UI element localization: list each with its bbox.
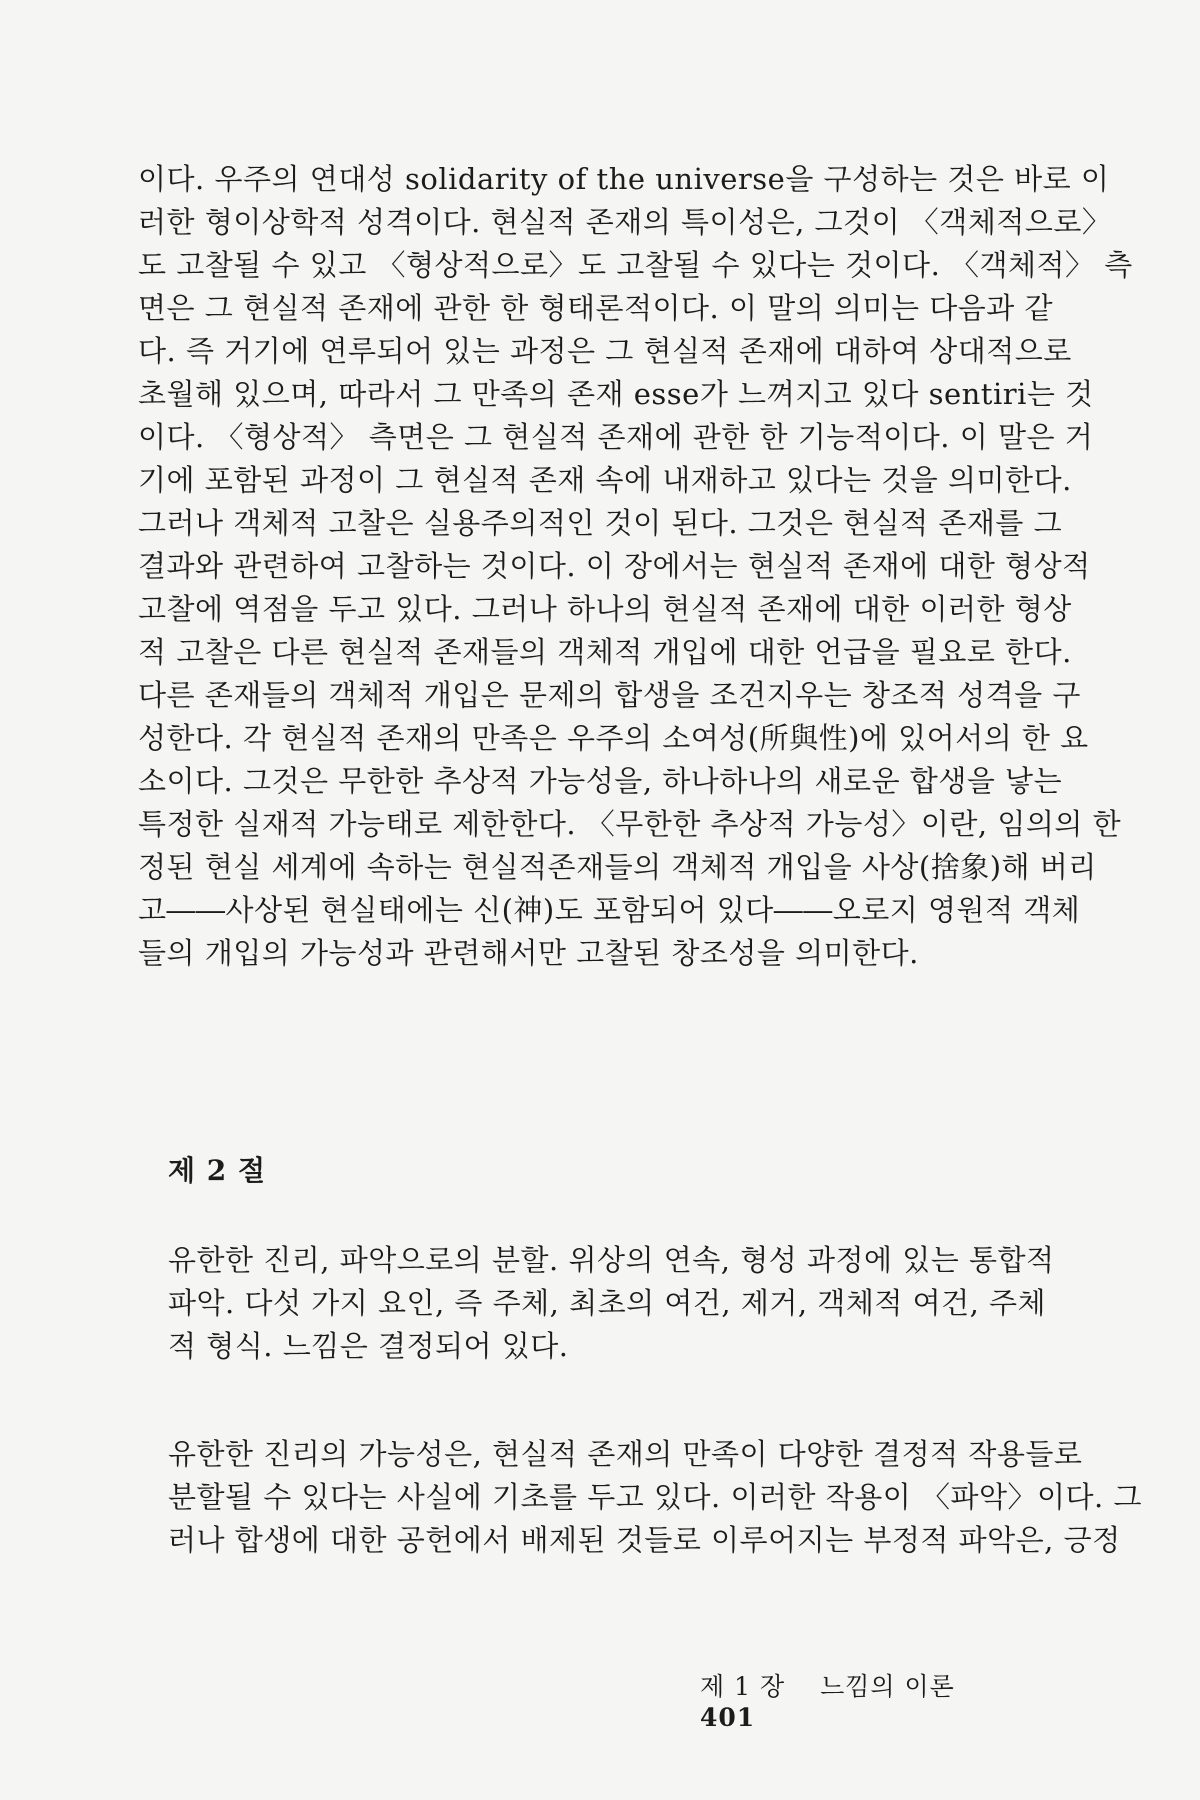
text-line: 적 고찰은 다른 현실적 존재들의 객체적 개입에 대한 언급을 필요로 한다. xyxy=(138,635,1072,669)
text-line: 기에 포함된 과정이 그 현실적 존재 속에 내재하고 있다는 것을 의미한다. xyxy=(138,463,1072,497)
footer-title: 느낌의 이론 xyxy=(820,1672,955,1701)
text-line: 면은 그 현실적 존재에 관한 한 형태론적이다. 이 말의 의미는 다음과 같 xyxy=(138,291,1054,325)
text-line: 러나 합생에 대한 공헌에서 배제된 것들로 이루어지는 부정적 파악은, 긍정 xyxy=(168,1523,1121,1557)
text-line: 그러나 객체적 고찰은 실용주의적인 것이 된다. 그것은 현실적 존재를 그 xyxy=(138,506,1063,540)
text-line: 고――사상된 현실태에는 신(神)도 포함되어 있다――오로지 영원적 객체 xyxy=(138,893,1081,927)
text-line: 고찰에 역점을 두고 있다. 그러나 하나의 현실적 존재에 대한 이러한 형상 xyxy=(138,592,1072,626)
footer-chapter: 제 1 장 xyxy=(700,1672,786,1701)
text-line: 정된 현실 세계에 속하는 현실적존재들의 객체적 개입을 사상(捨象)해 버리 xyxy=(138,850,1097,884)
section-summary xyxy=(168,1239,1055,1368)
text-line: 도 고찰될 수 있고 〈형상적으로〉도 고찰될 수 있다는 것이다. 〈객체적〉 측 xyxy=(138,248,1133,282)
text-line: 이다. 우주의 연대성 solidarity of the universe을 구성하는 것은 바로 이 xyxy=(138,162,1110,196)
text-line: 성한다. 각 현실적 존재의 만족은 우주의 소여성(所與性)에 있어서의 한 요 xyxy=(138,721,1089,755)
text-line: 이다. 〈형상적〉 측면은 그 현실적 존재에 관한 한 기능적이다. 이 말은 거 xyxy=(138,420,1094,454)
running-footer xyxy=(700,1667,1020,1732)
text-line: 소이다. 그것은 무한한 추상적 가능성을, 하나하나의 새로운 합생을 낳는 xyxy=(138,764,1063,798)
text-line: 결과와 관련하여 고찰하는 것이다. 이 장에서는 현실적 존재에 대한 형상적 xyxy=(138,549,1091,583)
text-line: 파악. 다섯 가지 요인, 즉 주체, 최초의 여건, 제거, 객체적 여건, 주체 xyxy=(168,1286,1047,1320)
text-line: 러한 형이상학적 성격이다. 현실적 존재의 특이성은, 그것이 〈객체적으로〉 xyxy=(138,205,1112,239)
body-paragraph xyxy=(168,1433,1143,1562)
text-line: 유한한 진리의 가능성은, 현실적 존재의 만족이 다양한 결정적 작용들로 xyxy=(168,1437,1083,1471)
text-line: 초월해 있으며, 따라서 그 만족의 존재 esse가 느껴지고 있다 sentiri는 것 xyxy=(138,377,1094,411)
text-line: 들의 개입의 가능성과 관련해서만 고찰된 창조성을 의미한다. xyxy=(138,936,919,970)
text-line: 다른 존재들의 객체적 개입은 문제의 합생을 조건지우는 창조적 성격을 구 xyxy=(138,678,1081,712)
text-line: 분할될 수 있다는 사실에 기초를 두고 있다. 이러한 작용이 〈파악〉이다. 그 xyxy=(168,1480,1143,1514)
text-line: 적 형식. 느낌은 결정되어 있다. xyxy=(168,1329,569,1363)
page-number: 401 xyxy=(700,1703,756,1732)
text-line: 특정한 실재적 가능태로 제한한다. 〈무한한 추상적 가능성〉이란, 임의의 한 xyxy=(138,807,1122,841)
text-line: 유한한 진리, 파악으로의 분할. 위상의 연속, 형성 과정에 있는 통합적 xyxy=(168,1243,1055,1277)
text-line: 다. 즉 거기에 연루되어 있는 과정은 그 현실적 존재에 대하여 상대적으로 xyxy=(138,334,1072,368)
section-heading: 제 2 절 xyxy=(168,1154,267,1187)
body-paragraph xyxy=(138,158,1133,975)
